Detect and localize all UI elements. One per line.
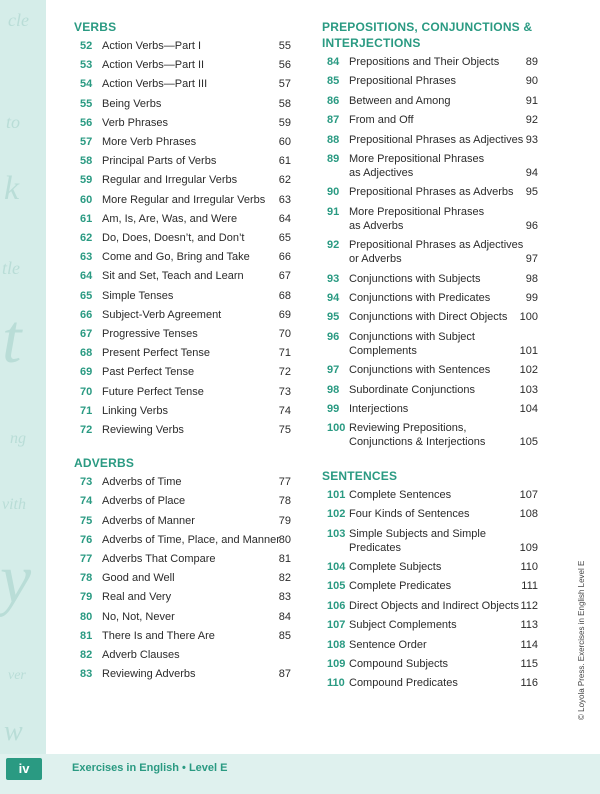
lesson-number: 89 [327, 153, 340, 165]
page-ref: 60 [278, 136, 291, 148]
toc-entry[interactable] [327, 657, 538, 671]
lesson-number: 82 [80, 649, 93, 661]
footer-bar [0, 754, 600, 794]
toc-entry[interactable] [80, 667, 291, 681]
lesson-title: Adverbs of Place [102, 495, 186, 508]
lesson-title: Conjunctions with Direct Objects [349, 311, 508, 324]
page-ref: 59 [278, 116, 291, 129]
lesson-title: Progressive Tenses [102, 328, 198, 340]
toc-entry[interactable] [327, 638, 538, 652]
page-ref: 90 [525, 75, 538, 88]
page-ref: 85 [278, 629, 291, 642]
lesson-number: 56 [80, 116, 93, 129]
lesson-number: 102 [327, 508, 346, 521]
lesson-number: 66 [80, 308, 93, 321]
lesson-title: Four Kinds of Sentences [349, 508, 470, 521]
toc-entry[interactable] [80, 39, 291, 53]
toc-entry[interactable] [327, 363, 538, 377]
lesson-title: Conjunctions with Subjects [349, 272, 481, 285]
section-title: ADVERBS [74, 456, 135, 471]
toc-entry[interactable] [80, 610, 291, 624]
lesson-number: 101 [327, 488, 346, 501]
lesson-title: Simple Subjects and Simple Predicates [349, 527, 486, 554]
toc-entry[interactable] [80, 365, 291, 379]
page-ref: 55 [278, 40, 291, 52]
lesson-number: 110 [327, 677, 345, 690]
footer-title: Exercises in English • Level E [72, 762, 228, 774]
page-ref: 93 [525, 133, 538, 146]
page-ref: 78 [278, 495, 291, 508]
lesson-title: Present Perfect Tense [102, 347, 211, 360]
lesson-title: Reviewing Verbs [102, 424, 184, 436]
decor-word: y [0, 541, 32, 618]
lesson-title: Complete Sentences [349, 488, 452, 501]
lesson-title: Reviewing Prepositions, Conjunctions & Interjections [349, 422, 486, 449]
lesson-number: 65 [80, 289, 93, 302]
lesson-title: Compound Subjects [349, 658, 449, 670]
lesson-number: 77 [80, 553, 93, 565]
toc-entry[interactable] [327, 74, 538, 88]
lesson-title: Prepositional Phrases as Adjectives [349, 133, 524, 146]
page-ref: 107 [519, 488, 538, 501]
lesson-title: Verb Phrases [102, 116, 169, 129]
page-ref: 57 [278, 78, 291, 91]
lesson-title: Action Verbs—Part III [102, 78, 208, 91]
page-ref: 75 [278, 424, 291, 436]
lesson-number: 96 [327, 330, 340, 343]
page-ref: 98 [525, 272, 538, 285]
lesson-number: 104 [327, 561, 346, 573]
lesson-title: More Prepositional Phrases as Adjectives [349, 153, 485, 179]
toc-entry[interactable] [80, 404, 291, 418]
toc-entry[interactable] [80, 423, 291, 437]
toc-entry[interactable] [327, 676, 538, 690]
toc-entry[interactable] [327, 383, 538, 397]
lesson-title: Subject Complements [349, 619, 457, 632]
toc-entry[interactable] [80, 58, 291, 72]
lesson-title: Prepositions and Their Objects [349, 56, 500, 68]
lesson-number: 109 [327, 658, 346, 670]
lesson-number: 73 [80, 476, 93, 489]
lesson-number: 84 [327, 56, 340, 68]
lesson-title: Regular and Irregular Verbs [102, 174, 238, 187]
decor-word: ver [8, 668, 26, 683]
lesson-number: 70 [80, 385, 93, 398]
lesson-title: Linking Verbs [102, 404, 169, 417]
lesson-title: Am, Is, Are, Was, and Were [102, 212, 238, 225]
lesson-title: Future Perfect Tense [102, 385, 204, 398]
toc-entry[interactable] [80, 514, 291, 528]
toc-entry[interactable] [80, 590, 291, 604]
page-ref: 112 [520, 599, 538, 612]
lesson-title: Simple Tenses [102, 289, 174, 302]
toc-entry[interactable] [80, 193, 291, 207]
lesson-title: Adverbs of Time, Place, and Manner [102, 533, 280, 546]
decor-word: w [4, 716, 23, 747]
toc-entry[interactable] [80, 346, 291, 360]
toc-entry[interactable] [327, 618, 538, 632]
toc-entry[interactable] [80, 97, 291, 111]
page-ref: 74 [278, 404, 291, 417]
lesson-title: Complete Subjects [349, 561, 442, 573]
toc-entry[interactable] [327, 599, 538, 613]
lesson-number: 95 [327, 311, 340, 324]
lesson-title: Come and Go, Bring and Take [102, 251, 250, 264]
decor-word: to [6, 112, 21, 132]
decor-word: t [2, 301, 22, 378]
decor-word: cle [8, 10, 29, 30]
lesson-number: 74 [80, 495, 93, 508]
lesson-number: 58 [80, 155, 93, 168]
toc-entry[interactable] [80, 116, 291, 130]
lesson-number: 64 [80, 270, 93, 283]
page-ref: 96 [525, 219, 538, 232]
lesson-title: Prepositional Phrases as Adjectives or Adverbs [349, 239, 524, 266]
page-ref: 109 [519, 541, 538, 554]
lesson-number: 88 [327, 133, 340, 146]
lesson-number: 99 [327, 403, 340, 415]
toc-entry[interactable] [327, 133, 538, 147]
lesson-title: Prepositional Phrases [349, 75, 457, 88]
toc-entry[interactable] [327, 94, 538, 108]
toc-entry[interactable] [327, 527, 538, 555]
lesson-title: Adverbs of Time [102, 476, 182, 489]
lesson-number: 61 [80, 212, 93, 225]
lesson-title: Sentence Order [349, 638, 427, 651]
lesson-number: 79 [80, 591, 93, 604]
lesson-number: 87 [327, 114, 340, 127]
page-ref: 65 [278, 232, 291, 244]
page-ref: 94 [525, 167, 538, 179]
page-ref: 58 [278, 97, 291, 110]
lesson-number: 72 [80, 424, 93, 436]
lesson-title: Prepositional Phrases as Adverbs [349, 186, 514, 199]
lesson-number: 60 [80, 193, 93, 206]
lesson-number: 69 [80, 366, 93, 379]
lesson-title: Do, Does, Doesn’t, and Don’t [102, 232, 245, 244]
toc-entry[interactable] [80, 173, 291, 187]
toc-entry[interactable] [327, 185, 538, 199]
lesson-number: 55 [80, 97, 93, 110]
page-ref: 77 [278, 476, 291, 489]
lesson-number: 81 [80, 629, 93, 642]
lesson-number: 94 [327, 292, 340, 304]
toc-entry[interactable] [80, 327, 291, 341]
toc-entry[interactable] [80, 308, 291, 322]
lesson-title: Action Verbs—Part I [102, 40, 202, 52]
page-ref: 70 [278, 328, 291, 340]
decor-word: vith [2, 496, 26, 513]
lesson-title: Reviewing Adverbs [102, 668, 196, 681]
toc-entry[interactable] [80, 648, 291, 662]
lesson-title: Subordinate Conjunctions [349, 383, 475, 396]
lesson-number: 100 [327, 422, 346, 435]
toc-entry[interactable] [80, 212, 291, 226]
page-ref: 103 [519, 383, 538, 396]
toc-entry[interactable] [80, 552, 291, 566]
lesson-number: 92 [327, 239, 340, 252]
page-ref: 95 [525, 186, 538, 199]
lesson-number: 54 [80, 78, 93, 91]
page-ref: 72 [278, 366, 291, 379]
lesson-number: 83 [80, 668, 93, 681]
lesson-number: 93 [327, 272, 340, 285]
page-ref: 115 [520, 658, 538, 670]
decorative-sidebar [0, 0, 46, 794]
lesson-number: 57 [80, 136, 93, 148]
lesson-title: Being Verbs [102, 97, 162, 110]
toc-entry[interactable] [327, 507, 538, 521]
toc-entry[interactable] [80, 385, 291, 399]
page-ref: 114 [520, 638, 538, 651]
toc-entry[interactable] [80, 289, 291, 303]
toc-entry[interactable] [80, 154, 291, 168]
page-ref: 63 [278, 193, 291, 206]
lesson-number: 53 [80, 59, 93, 72]
toc-entry[interactable] [327, 291, 538, 305]
lesson-number: 106 [327, 599, 346, 612]
lesson-title: More Verb Phrases [102, 136, 197, 148]
page-ref: 108 [519, 508, 538, 521]
page-ref: 64 [278, 212, 291, 225]
toc-entry[interactable] [80, 77, 291, 91]
lesson-title: Subject-Verb Agreement [102, 308, 222, 321]
page-ref: 101 [519, 344, 538, 357]
lesson-number: 91 [327, 205, 340, 218]
page-ref: 89 [525, 56, 538, 68]
page-ref: 61 [278, 155, 291, 168]
page-ref: 82 [278, 572, 291, 585]
page-ref: 62 [278, 174, 291, 187]
toc-entry[interactable] [80, 231, 291, 245]
lesson-number: 59 [80, 174, 93, 187]
lesson-number: 85 [327, 75, 340, 88]
lesson-title: Action Verbs—Part II [102, 59, 205, 72]
lesson-title: Adverb Clauses [102, 649, 180, 661]
lesson-number: 103 [327, 527, 346, 540]
page-ref: 87 [278, 668, 291, 681]
page-ref: 79 [278, 514, 291, 527]
page-ref: 83 [278, 591, 291, 604]
toc-entry[interactable] [80, 629, 291, 643]
lesson-title: Direct Objects and Indirect Objects [349, 599, 519, 612]
toc-entry[interactable] [327, 272, 538, 286]
toc-entry[interactable] [327, 330, 538, 358]
lesson-number: 90 [327, 186, 340, 199]
lesson-title: Complete Predicates [349, 580, 452, 593]
lesson-number: 107 [327, 619, 346, 632]
toc-entry[interactable] [80, 571, 291, 585]
decor-word: ng [10, 430, 26, 447]
lesson-title: Conjunctions with Subject Complements [349, 330, 475, 357]
lesson-title: Principal Parts of Verbs [102, 155, 217, 168]
toc-entry[interactable] [327, 488, 538, 502]
toc-entry[interactable] [327, 310, 538, 324]
lesson-title: Adverbs That Compare [102, 553, 216, 565]
toc-entry[interactable] [80, 475, 291, 489]
lesson-number: 86 [327, 94, 340, 107]
page-ref: 84 [278, 610, 291, 623]
page-ref: 67 [278, 270, 291, 283]
decor-word: tle [2, 258, 20, 278]
lesson-title: More Prepositional Phrases as Adverbs [349, 205, 485, 232]
lesson-number: 75 [80, 514, 93, 527]
lesson-number: 105 [327, 580, 346, 593]
lesson-title: Conjunctions with Sentences [349, 364, 491, 377]
lesson-number: 80 [80, 610, 93, 623]
toc-entry[interactable] [327, 560, 538, 574]
page-ref: 71 [278, 347, 291, 360]
lesson-title: Adverbs of Manner [102, 514, 195, 527]
lesson-title: Sit and Set, Teach and Learn [102, 270, 244, 283]
lesson-title: More Regular and Irregular Verbs [102, 193, 266, 206]
toc-entry[interactable] [80, 135, 291, 149]
lesson-title: No, Not, Never [102, 610, 175, 623]
lesson-title: Compound Predicates [349, 677, 458, 690]
lesson-title: Between and Among [349, 94, 451, 107]
page-ref: 105 [519, 436, 538, 449]
lesson-title: Past Perfect Tense [102, 366, 195, 379]
lesson-number: 52 [80, 40, 93, 52]
toc-entry[interactable] [327, 579, 538, 593]
page-ref: 69 [278, 308, 291, 321]
toc-entry[interactable] [327, 152, 538, 180]
lesson-number: 108 [327, 638, 346, 651]
page-ref: 100 [519, 311, 538, 324]
toc-entry[interactable] [327, 421, 538, 449]
lesson-number: 97 [327, 364, 340, 377]
toc-entry[interactable] [80, 269, 291, 283]
lesson-title: Interjections [349, 403, 409, 415]
toc-entry[interactable] [327, 238, 538, 266]
toc-entry[interactable] [80, 494, 291, 508]
lesson-title: There Is and There Are [102, 629, 215, 642]
toc-entry[interactable] [80, 533, 291, 547]
page-ref: 104 [519, 403, 538, 415]
page-ref: 68 [278, 289, 291, 302]
page-ref: 92 [525, 114, 538, 127]
page-ref: 80 [278, 533, 291, 546]
section-title: PREPOSITIONS, CONJUNCTIONS & INTERJECTIONS [322, 20, 533, 50]
lesson-number: 76 [80, 533, 93, 546]
toc-entry[interactable] [327, 55, 538, 69]
page-ref: 99 [525, 292, 538, 304]
section-title: SENTENCES [322, 468, 398, 483]
toc-entry[interactable] [80, 250, 291, 264]
page-ref: 56 [278, 59, 291, 72]
lesson-title: Real and Very [102, 591, 172, 604]
decor-word: k [4, 170, 20, 207]
lesson-number: 71 [80, 404, 93, 417]
page-ref: 66 [278, 251, 291, 264]
lesson-number: 78 [80, 572, 93, 585]
page-ref: 81 [278, 553, 291, 565]
lesson-number: 98 [327, 383, 340, 396]
lesson-number: 63 [80, 251, 93, 264]
copyright-notice: © Loyola Press. Exercises in English Level E [577, 560, 586, 720]
toc-entry[interactable] [327, 205, 538, 233]
lesson-number: 62 [80, 232, 93, 244]
page-ref: 97 [525, 253, 538, 266]
page-ref: 102 [519, 364, 538, 377]
page-ref: 113 [520, 619, 538, 632]
lesson-title: Good and Well [102, 572, 175, 585]
page-ref: 110 [520, 561, 538, 573]
toc-entry[interactable] [327, 113, 538, 127]
toc-entry[interactable] [327, 402, 538, 416]
page-ref: 111 [521, 580, 538, 593]
page-number: iv [6, 758, 42, 780]
page-ref: 91 [525, 94, 538, 107]
lesson-number: 67 [80, 328, 93, 340]
page-ref: 116 [520, 677, 538, 690]
page-ref: 73 [278, 385, 291, 398]
lesson-number: 68 [80, 347, 93, 360]
lesson-title: Conjunctions with Predicates [349, 292, 491, 304]
section-title: VERBS [74, 20, 117, 34]
lesson-title: From and Off [349, 114, 414, 127]
